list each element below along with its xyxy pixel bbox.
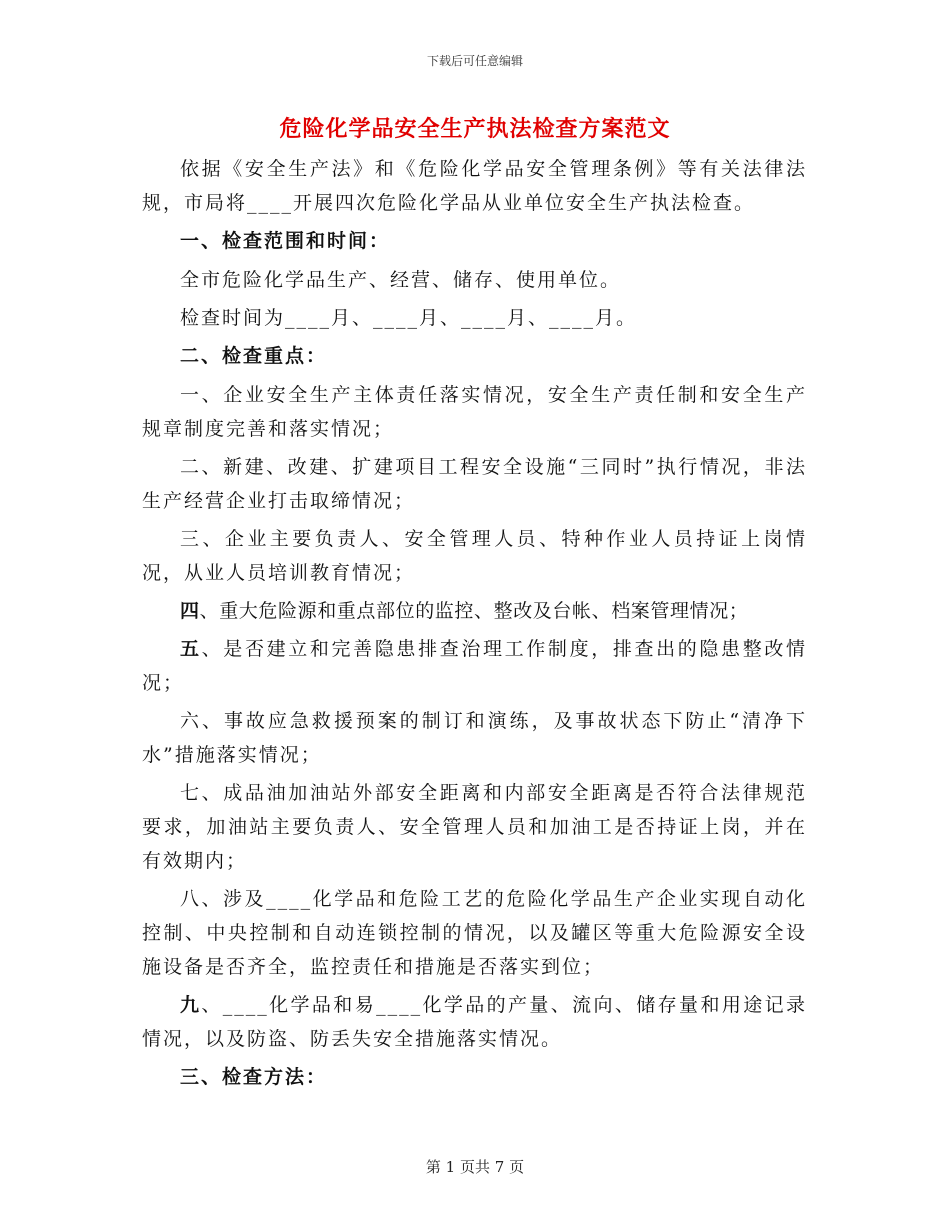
document-body (142, 152, 807, 1099)
section-heading-method: 三、检查方法： (180, 1066, 328, 1088)
list-item-focus-4: 四、重大危险源和重点部位的监控、整改及台帐、档案管理情况； (180, 600, 749, 622)
section-heading-scope: 一、检查范围和时间： (180, 230, 391, 252)
section-heading-focus: 二、检查重点： (180, 345, 328, 367)
paragraph-time: 检查时间为____月、____月、____月、____月。 (180, 307, 638, 329)
list-item-focus-6: 六、事故应急救援预案的制订和演练，及事故状态下防止“清净下水”措施落实情况； (142, 710, 807, 766)
list-item-focus-3: 三、企业主要负责人、安全管理人员、特种作业人员持证上岗情况，从业人员培训教育情况； (142, 528, 807, 584)
list-item-focus-5: 五、是否建立和完善隐患排查治理工作制度，排查出的隐患整改情况； (142, 638, 807, 694)
paragraph-scope: 全市危险化学品生产、经营、储存、使用单位。 (180, 269, 622, 291)
header-note: 下载后可任意编辑 (426, 54, 523, 68)
page-footer: 第 1 页共 7 页 (425, 1158, 525, 1176)
paragraph-intro: 依据《安全生产法》和《危险化学品安全管理条例》等有关法律法规，市局将____开展四次危险化学品从业单位安全生产执法检查。 (142, 158, 807, 214)
list-item-focus-1: 一、企业安全生产主体责任落实情况，安全生产责任制和安全生产规章制度完善和落实情况； (142, 384, 807, 440)
list-item-focus-2: 二、新建、改建、扩建项目工程安全设施“三同时”执行情况，非法生产经营企业打击取缔情况； (142, 456, 807, 512)
list-item-focus-7: 七、成品油加油站外部安全距离和内部安全距离是否符合法律规范要求，加油站主要负责人、安全管理人员和加油工是否持证上岗，并在有效期内； (142, 782, 807, 872)
document-title: 危险化学品安全生产执法检查方案范文 (279, 116, 671, 142)
list-item-focus-8: 八、涉及____化学品和危险工艺的危险化学品生产企业实现自动化控制、中央控制和自动连锁控制的情况，以及罐区等重大危险源安全设施设备是否齐全，监控责任和措施是否落实到位； (142, 888, 807, 978)
list-item-focus-9: 九、____化学品和易____化学品的产量、流向、储存量和用途记录情况，以及防盗、防丢失安全措施落实情况。 (142, 994, 807, 1050)
